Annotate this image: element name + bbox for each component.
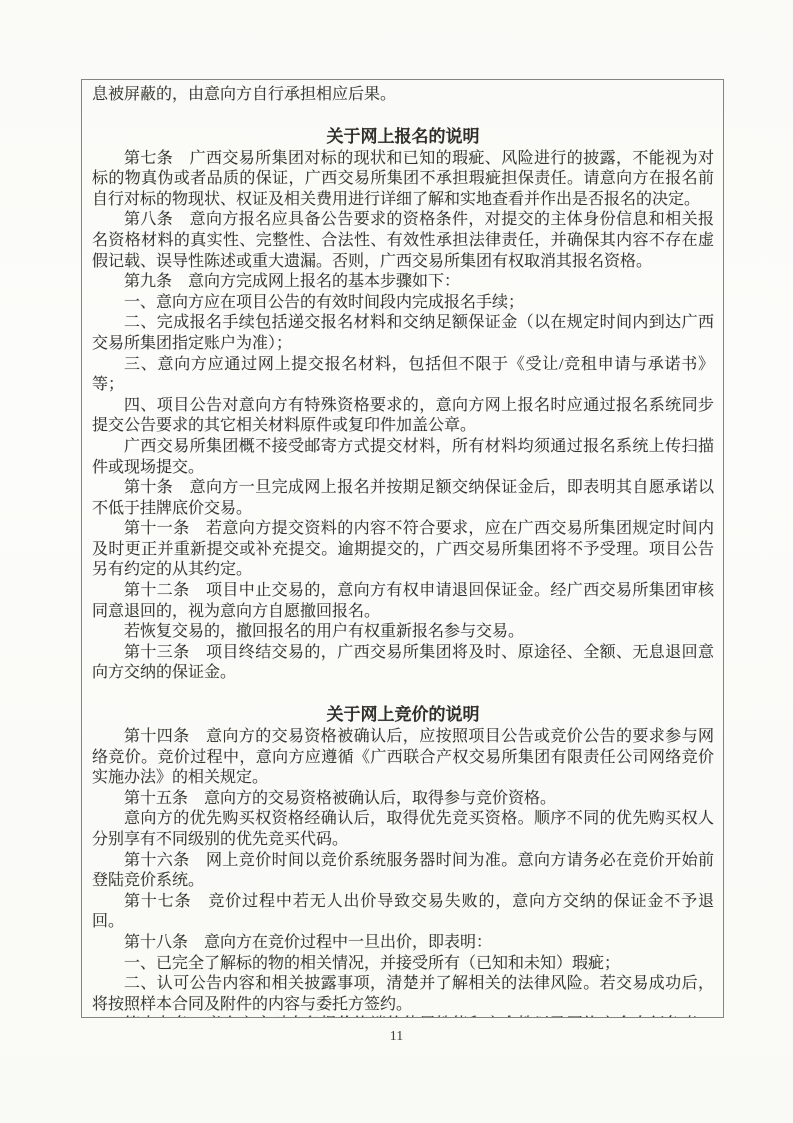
- section-heading-online-registration: 关于网上报名的说明: [326, 126, 480, 146]
- paragraph-step-2: 二、完成报名手续包括递交报名材料和交纳足额保证金（以在规定时间内到达广西交易所集团指定账户为准）；: [92, 314, 714, 352]
- paragraph-article-12: 第十二条 项目中止交易的，意向方有权申请退回保证金。经广西交易所集团审核同意退回的，视为意向方自愿撤回报名。: [92, 582, 714, 620]
- paragraph-article-18: 第十八条 意向方在竞价过程中一旦出价，即表明：: [124, 933, 493, 951]
- carryover-paragraph: 息被屏蔽的，由意向方自行承担相应后果。: [92, 86, 397, 103]
- paragraph-step-1: 一、意向方应在项目公告的有效时间段内完成报名手续；: [124, 293, 525, 311]
- paragraph-resume-trading: 若恢复交易的，撤回报名的用户有权重新报名参与交易。: [124, 623, 525, 641]
- section-heading-online-bidding: 关于网上竞价的说明: [326, 705, 480, 725]
- paragraph-article-19: [92, 1015, 714, 1018]
- paragraph-article-9: 第九条 意向方完成网上报名的基本步骤如下：: [124, 273, 461, 291]
- paragraph-no-mail-submission: 广西交易所集团概不接受邮寄方式提交材料，所有材料均须通过报名系统上传扫描件或现场提交。: [92, 437, 714, 476]
- paragraph-article-11: 第十一条 若意向方提交资料的内容不符合要求，应在广西交易所集团规定时间内及时更正并重新提交或补充提交。逾期提交的，广西交易所集团将不予受理。项目公告另有约定的从其约定。: [92, 520, 714, 579]
- paragraph-bid-item-2: 二、认可公告内容和相关披露事项，清楚并了解相关的法律风险。若交易成功后，将按照样本合同及附件的内容与委托方签约。: [92, 975, 714, 1013]
- paragraph-article-13: 第十三条 项目终结交易的，广西交易所集团将及时、原途径、全额、无息退回意向方交纳的保证金。: [92, 643, 714, 682]
- paragraph-bid-item-1: 一、已完全了解标的物的相关情况，并接受所有（已知和未知）瑕疵；: [124, 954, 621, 972]
- document-border-frame: [81, 79, 724, 1018]
- paragraph-step-3: 三、意向方应通过网上提交报名材料，包括但不限于《受让/竞租申请与承诺书》等；: [92, 355, 714, 394]
- paragraph-article-7: 第七条 广西交易所集团对标的现状和已知的瑕疵、风险进行的披露，不能视为对标的物真伪或者品质的保证，广西交易所集团不承担瑕疵担保责任。请意向方在报名前自行对标的物现状、权证及相关费用进行详细了解和实地查看并作出是否报名的决定。: [92, 149, 714, 208]
- paragraph-article-10: 第十条 意向方一旦完成网上报名并按期足额交纳保证金后，即表明其自愿承诺以不低于挂牌底价交易。: [92, 479, 714, 517]
- paragraph-step-4: 四、项目公告对意向方有特殊资格要求的，意向方网上报名时应通过报名系统同步提交公告要求的其它相关材料原件或复印件加盖公章。: [92, 396, 714, 435]
- paragraph-priority-right: 意向方的优先购买权资格经确认后，取得优先竞买资格。顺序不同的优先购买权人分别享有不同级别的优先竞买代码。: [92, 810, 714, 848]
- paragraph-article-16: 第十六条 网上竞价时间以竞价系统服务器时间为准。意向方请务必在竞价开始前登陆竞价系统。: [92, 851, 714, 890]
- paragraph-article-17: 第十七条 竞价过程中若无人出价导致交易失败的，意向方交纳的保证金不予退回。: [92, 892, 714, 931]
- paragraph-article-8: 第八条 意向方报名应具备公告要求的资格条件，对提交的主体身份信息和相关报名资格材料的真实性、完整性、合法性、有效性承担法律责任，并确保其内容不存在虚假记载、误导性陈述或重大遗漏。否则，广西交易所集团有权取消其报名资格。: [92, 211, 714, 270]
- page-number: 11: [389, 1029, 404, 1044]
- paragraph-article-15: 第十五条 意向方的交易资格被确认后，取得参与竞价资格。: [124, 789, 557, 807]
- paragraph-article-14: 第十四条 意向方的交易资格被确认后，应按照项目公告或竞价公告的要求参与网络竞价。竞价过程中，意向方应遵循《广西联合产权交易所集团有限责任公司网络竞价实施办法》的相关规定。: [92, 728, 714, 787]
